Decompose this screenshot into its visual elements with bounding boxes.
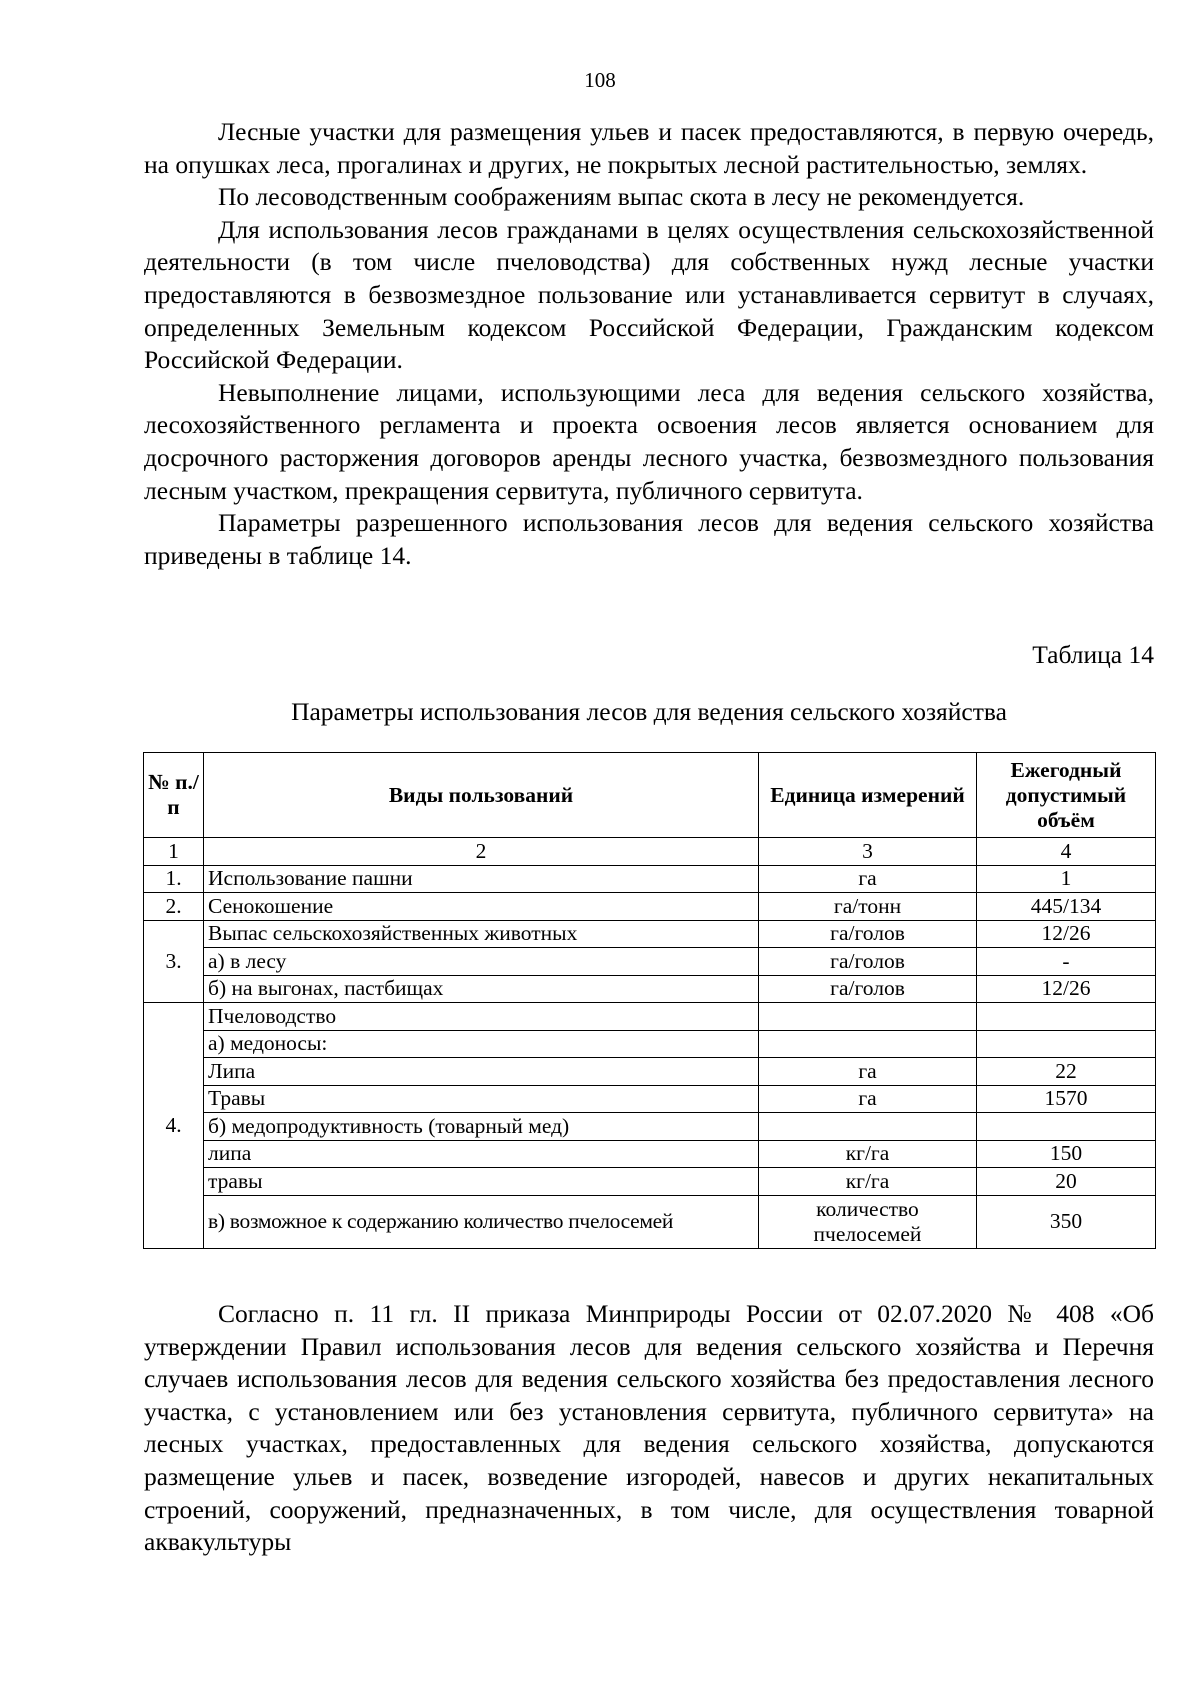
body-text-top <box>144 116 1154 572</box>
row-unit: га <box>759 1085 977 1113</box>
row-unit: га <box>759 1058 977 1086</box>
row-volume: 350 <box>977 1195 1156 1248</box>
row-volume: 1 <box>977 865 1156 893</box>
row-num: 1. <box>144 865 204 893</box>
row-unit: кг/га <box>759 1168 977 1196</box>
row-type: липа <box>204 1140 759 1168</box>
row-unit <box>759 1030 977 1058</box>
paragraph: Невыполнение лицами, использующими леса для ведения сельского хозяйства, лесохозяйственного регламента и проекта освоения лесов является основанием для досрочного расторжения договоров аренды лесного участка, безвозмездного пользования лесным участком, прекращения сервитута, публичного сервитута. <box>144 377 1154 505</box>
table-header-row <box>144 753 1156 838</box>
column-number: 1 <box>144 838 204 866</box>
column-number: 4 <box>977 838 1156 866</box>
header-num: № п./п <box>144 753 204 838</box>
table-row <box>144 1058 1156 1086</box>
row-volume <box>977 1003 1156 1031</box>
table-row <box>144 1030 1156 1058</box>
row-type: а) в лесу <box>204 948 759 976</box>
row-volume: 445/134 <box>977 893 1156 921</box>
row-unit: га/голов <box>759 920 977 948</box>
row-type: Пчеловодство <box>204 1003 759 1031</box>
paragraph: Согласно п. 11 гл. II приказа Минприроды России от 02.07.2020 № 408 «Об утверждении Правил использования лесов для ведения сельского хозяйства и Перечня случаев использования лесов для ведения сельского хозяйства без предоставления лесного участка, с установлением или без установления сервитута, публичного сервитута» на лесных участках, предоставленных для ведения сельского хозяйства, допускаются размещение ульев и пасек, возведение изгородей, навесов и других некапитальных строений, сооружений, предназначенных, в том числе, для осуществления товарной аквакультуры <box>144 1299 1154 1557</box>
table-column-numbers-row <box>144 838 1156 866</box>
row-volume: 20 <box>977 1168 1156 1196</box>
paragraph: Параметры разрешенного использования лесов для ведения сельского хозяйства приведены в таблице 14. <box>144 508 1154 570</box>
row-num: 2. <box>144 893 204 921</box>
parameters-table <box>143 752 1156 1249</box>
row-type: Липа <box>204 1058 759 1086</box>
row-unit: кг/га <box>759 1140 977 1168</box>
row-num: 3. <box>144 920 204 1003</box>
header-type: Виды пользований <box>204 753 759 838</box>
row-volume: 12/26 <box>977 975 1156 1003</box>
row-type: а) медоносы: <box>204 1030 759 1058</box>
row-volume: 1570 <box>977 1085 1156 1113</box>
table-row <box>144 893 1156 921</box>
row-unit <box>759 1113 977 1141</box>
row-type: Использование пашни <box>204 865 759 893</box>
row-type: б) медопродуктивность (товарный мед) <box>204 1113 759 1141</box>
table-row <box>144 1140 1156 1168</box>
page-number: 108 <box>584 68 616 92</box>
paragraph: Для использования лесов гражданами в целях осуществления сельскохозяйственной деятельности (в том числе пчеловодства) для собственных нужд лесные участки предоставляются в безвозмездное пользование или устанавливается сервитут в случаях, определенных Земельным кодексом Российской Федерации, Гражданским кодексом Российской Федерации. <box>144 214 1154 375</box>
column-number: 2 <box>204 838 759 866</box>
table-label: Таблица 14 <box>1032 640 1154 669</box>
paragraph: По лесоводственным соображениям выпас скота в лесу не рекомендуется. <box>218 182 1025 212</box>
row-type: в) возможное к содержанию количество пчелосемей <box>204 1195 759 1248</box>
row-type: б) на выгонах, пастбищах <box>204 975 759 1003</box>
row-unit: га/голов <box>759 975 977 1003</box>
table-row <box>144 1003 1156 1031</box>
row-unit: га/голов <box>759 948 977 976</box>
row-type: Травы <box>204 1085 759 1113</box>
table-row <box>144 865 1156 893</box>
row-unit <box>759 1003 977 1031</box>
table-row <box>144 1113 1156 1141</box>
row-volume: 150 <box>977 1140 1156 1168</box>
table-row <box>144 1168 1156 1196</box>
row-volume: 12/26 <box>977 920 1156 948</box>
table-title: Параметры использования лесов для ведения сельского хозяйства <box>291 697 1007 726</box>
paragraph: Лесные участки для размещения ульев и пасек предоставляются, в первую очередь, на опушках леса, прогалинах и других, не покрытых лесной растительностью, землях. <box>144 117 1154 179</box>
body-text-bottom <box>144 1298 1154 1559</box>
table-row <box>144 920 1156 948</box>
row-volume: 22 <box>977 1058 1156 1086</box>
row-volume: - <box>977 948 1156 976</box>
row-unit: га <box>759 865 977 893</box>
table-row <box>144 1085 1156 1113</box>
row-type: Выпас сельскохозяйственных животных <box>204 920 759 948</box>
row-volume <box>977 1113 1156 1141</box>
row-type: Сенокошение <box>204 893 759 921</box>
row-num: 4. <box>144 1003 204 1249</box>
column-number: 3 <box>759 838 977 866</box>
row-type: травы <box>204 1168 759 1196</box>
table-row <box>144 975 1156 1003</box>
row-volume <box>977 1030 1156 1058</box>
header-unit: Единица измерений <box>759 753 977 838</box>
row-unit: количество пчелосемей <box>759 1195 977 1248</box>
table-row <box>144 1195 1156 1248</box>
row-unit: га/тонн <box>759 893 977 921</box>
table-row <box>144 948 1156 976</box>
header-volume: Ежегодный допустимый объём <box>977 753 1156 838</box>
